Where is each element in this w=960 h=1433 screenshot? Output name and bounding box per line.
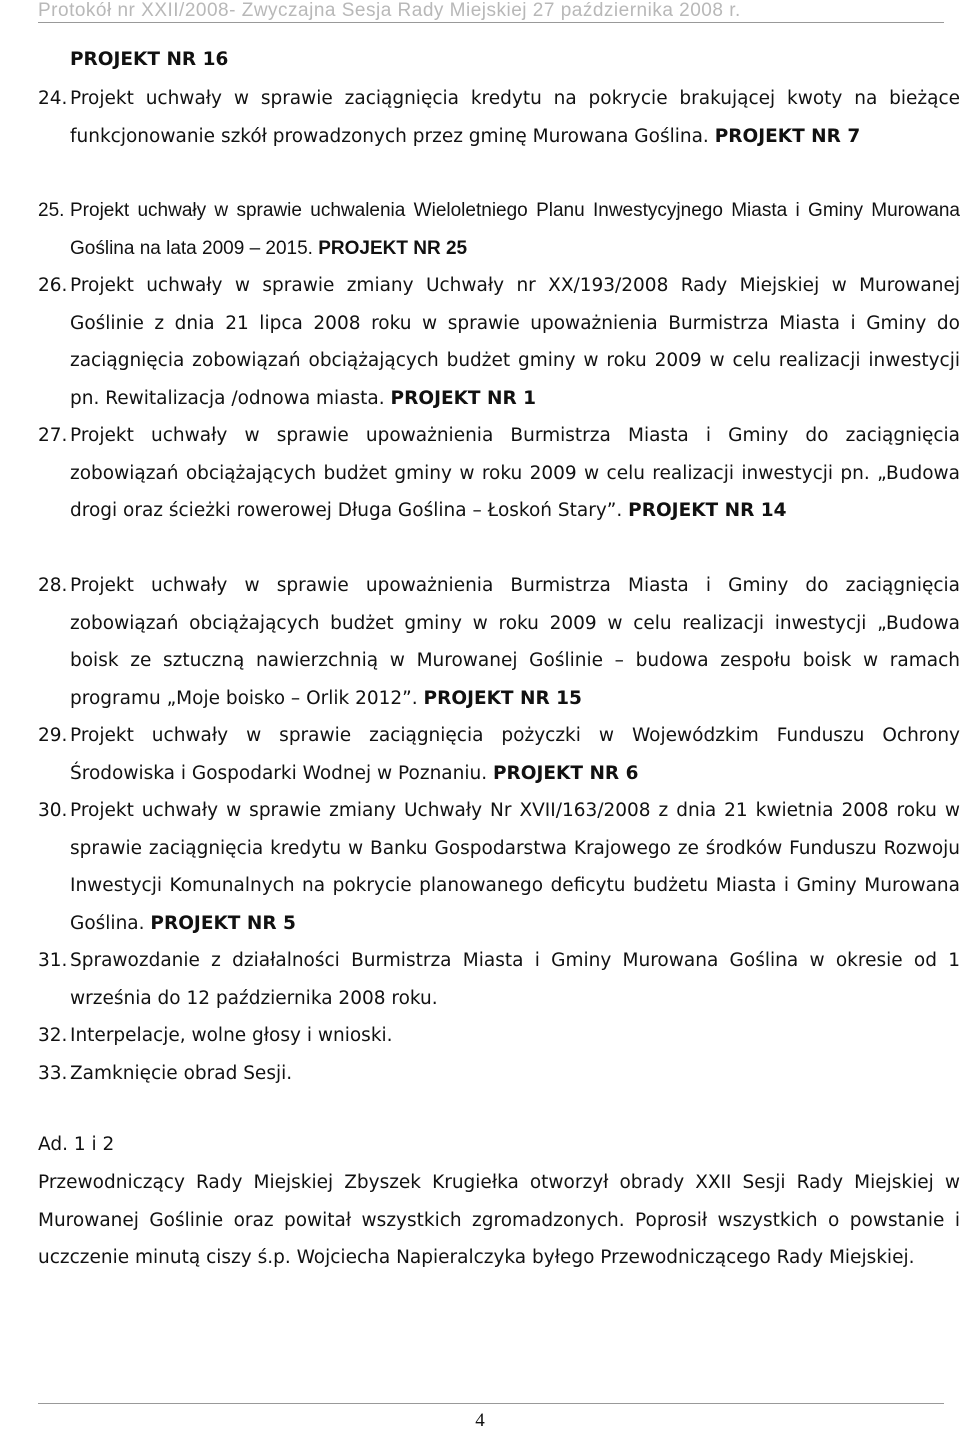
agenda-item-project: PROJEKT NR 25 — [318, 237, 468, 259]
agenda-item-text: Projekt uchwały w sprawie uchwalenia Wieloletniego Planu Inwestycyjnego Miasta i Gminy Murowana Goślina na lata 2009 – 2015. — [70, 200, 960, 259]
agenda-item-project: PROJEKT NR 7 — [714, 125, 861, 147]
agenda-item-24 — [38, 80, 960, 192]
agenda-item-26 — [38, 267, 960, 417]
agenda-item-28 — [38, 567, 960, 717]
agenda-item-number: 24. — [38, 88, 68, 109]
section-paragraph: Przewodniczący Rady Miejskiej Zbyszek Krugiełka otworzył obrady XXII Sesji Rady Miejskiej w Murowanej Goślinie oraz powitał wszystkich zgromadzonych. Poprosił wszystkich o powstanie i uczczenie minutą ciszy ś.p. Wojciecha Napieralczyka byłego Przewodniczącego Rady Miejskiej. — [38, 1172, 960, 1269]
agenda-item-text: Projekt uchwały w sprawie zmiany Uchwały nr XX/193/2008 Rady Miejskiej w Murowanej Goślinie z dnia 21 lipca 2008 roku w sprawie upoważnienia Burmistrza Miasta i Gminy do zaciągnięcia zobowiązań obciążających budżet gminy w roku 2009 w celu realizacji inwestycji pn. Rewitalizacja /odnowa miasta. — [70, 275, 960, 409]
agenda-item-number: 30. — [38, 800, 68, 821]
agenda-item-text: Sprawozdanie z działalności Burmistrza Miasta i Gminy Murowana Goślina w okresie od 1 września do 12 października 2008 roku. — [70, 950, 960, 1009]
agenda-item-text: Projekt uchwały w sprawie zaciągnięcia kredytu na pokrycie brakującej kwoty na bieżące funkcjonowanie szkół prowadzonych przez gminę Murowana Goślina. — [70, 88, 960, 147]
agenda-item-number: 29. — [38, 725, 68, 746]
agenda-item-number: 28. — [38, 575, 68, 596]
agenda-item-25 — [38, 192, 960, 267]
agenda-item-text: Interpelacje, wolne głosy i wnioski. — [70, 1025, 393, 1046]
agenda-item-number: 33. — [38, 1062, 68, 1084]
agenda-item-number: 26. — [38, 275, 68, 296]
agenda-item-number: 31. — [38, 950, 68, 971]
agenda-item-number: 27. — [38, 425, 68, 446]
agenda-item-32 — [38, 1017, 960, 1055]
agenda-item-27 — [38, 417, 960, 567]
agenda-item-30 — [38, 792, 960, 942]
agenda-item-project: PROJEKT NR 15 — [423, 687, 582, 709]
agenda-item-31 — [38, 942, 960, 1017]
agenda-item-text: Zamknięcie obrad Sesji. — [70, 1062, 293, 1084]
header-title: Protokół nr XXII/2008- Zwyczajna Sesja Rady Miejskiej 27 października 2008 r. — [38, 0, 741, 21]
footer-divider — [38, 1403, 944, 1404]
project-label-top: PROJEKT NR 16 — [70, 49, 229, 70]
agenda-item-text: Projekt uchwały w sprawie upoważnienia Burmistrza Miasta i Gminy do zaciągnięcia zobowiązań obciążających budżet gminy w roku 2009 w celu realizacji inwestycji „Budowa boisk ze sztuczną nawierzchnią w Murowanej Goślinie – budowa zespołu boisk w ramach programu „Moje boisko – Orlik 2012”. — [70, 575, 960, 709]
agenda-item-project: PROJEKT NR 1 — [390, 387, 537, 409]
agenda-item-text: Projekt uchwały w sprawie zmiany Uchwały Nr XVII/163/2008 z dnia 21 kwietnia 2008 roku w sprawie zaciągnięcia kredytu w Banku Gospodarstwa Krajowego ze środków Funduszu Rozwoju Inwestycji Komunalnych na pokrycie planowanego deficytu budżetu Miasta i Gminy Murowana Goślina. — [70, 800, 960, 934]
page-number: 4 — [475, 1410, 485, 1431]
agenda-item-number: 32. — [38, 1025, 68, 1046]
agenda-item-project: PROJEKT NR 6 — [493, 762, 639, 784]
agenda-item-29 — [38, 717, 960, 792]
agenda-item-text: Projekt uchwały w sprawie zaciągnięcia pożyczki w Wojewódzkim Funduszu Ochrony Środowiska i Gospodarki Wodnej w Poznaniu. — [70, 725, 960, 784]
section-heading: Ad. 1 i 2 — [38, 1134, 115, 1155]
agenda-item-33 — [38, 1055, 960, 1093]
agenda-item-number: 25. — [38, 200, 65, 221]
agenda-item-text: Projekt uchwały w sprawie upoważnienia Burmistrza Miasta i Gminy do zaciągnięcia zobowiązań obciążających budżet gminy w roku 2009 w celu realizacji inwestycji pn. „Budowa drogi oraz ścieżki rowerowej Długa Goślina – Łoskoń Stary”. — [70, 425, 960, 522]
agenda-list — [38, 80, 960, 1092]
agenda-item-project: PROJEKT NR 14 — [628, 500, 787, 522]
agenda-item-project: PROJEKT NR 5 — [150, 912, 296, 934]
page-header — [38, 0, 944, 23]
